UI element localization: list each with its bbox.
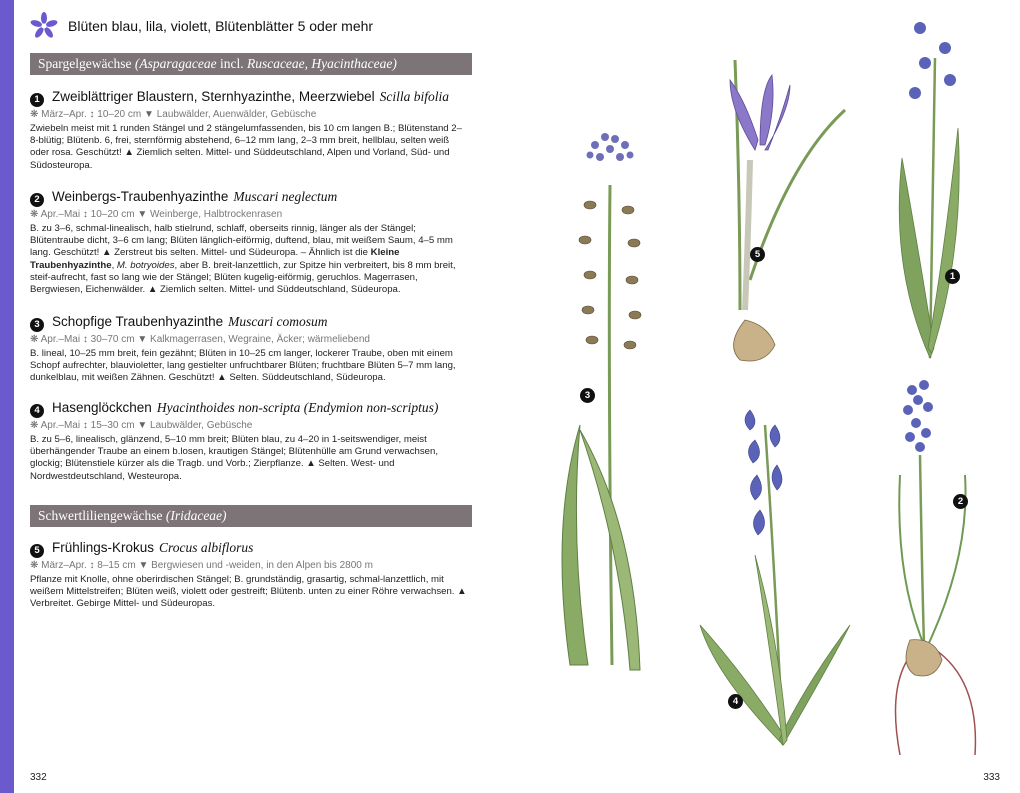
habitat: Bergwiesen und -weiden, in den Alpen bis 2800 m bbox=[148, 560, 373, 571]
habitat-icon: ▼ bbox=[138, 560, 149, 571]
section-header bbox=[30, 12, 373, 40]
flowering-time: März–Apr. bbox=[38, 109, 90, 120]
entry-meta bbox=[30, 109, 470, 120]
species-entry-muscari-neglectum bbox=[30, 189, 470, 296]
family-band-iridaceae: Schwertliliengewächse (Iridaceae) bbox=[30, 505, 472, 527]
species-entry-scilla-bifolia bbox=[30, 89, 470, 172]
height-icon: ↕ bbox=[82, 334, 88, 345]
crocus-albiflorus-illustration bbox=[710, 40, 860, 365]
plant-height: 8–15 cm bbox=[94, 560, 139, 571]
habitat-icon: ▼ bbox=[137, 420, 148, 431]
plant-label-2: 2 bbox=[953, 494, 968, 509]
scilla-bifolia-illustration bbox=[890, 18, 990, 363]
entry-description: Zwiebeln meist mit 1 runden Stängel und 2 stängelumfassenden, bis 10 cm langen B.; Blütenstand 2–8-blütig; Blütenb. 6, frei, sternförmig abstehend, 6–12 mm lang, 2–3 mm breit, hellblau, selten weiß oder rosa. Geschützt! ▲ Ziemlich selten. Mittel- und Süddeutschland, Alpen und Vorland, Süd- und Südosteuropa. bbox=[30, 123, 462, 171]
entry-title bbox=[30, 189, 470, 206]
right-page bbox=[510, 0, 1020, 793]
flowering-time-icon: ❋ bbox=[30, 109, 39, 120]
entry-description: B. zu 5–6, linealisch, glänzend, 5–10 mm breit; Blüten blau, zu 4–20 in 1-seitswendiger, meist überhängender Traube an einem b.losen, krautigen Stängel; Blütenhülle am Grund verwachsen, glockig; Blütenstiele kürzer als die Tragb. und Vorb.; Zierpflanze. ▲ Selten. West- und Nordwestdeutschland, Westeuropa. bbox=[30, 434, 438, 482]
entry-description: B. zu 3–6, schmal-linealisch, halb stielrund, schlaff, oberseits rinnig, länger als der Stängel; Blütentraube dicht, 3–6 cm lang; Blüten länglich-eiförmig, duftend, blau, mit weißem Saum, 4–5 mm lang. Geschützt! ▲ Zerstreut bis selten. Mittel- und Südeuropa. – Ähnlich ist die Kleine Traubenhyazinthe, M. botryoides, aber B. breit-lanzettlich, zur Spitze hin verbreitert, bis 8 mm breit, steif-aufrecht, fast so lang wie der Stängel; Blüten kugelig-eiförmig, geruchlos. Magerrasen, Bergwiesen, Eichenwälder. ▲ Ziemlich selten. Mittel- und Süddeutschland, Südeuropa. bbox=[30, 223, 456, 296]
entry-number-badge: 1 bbox=[30, 93, 44, 107]
family-band-asparagaceae: Spargelgewächse (Asparagaceae incl. Ruscaceae, Hyacinthaceae) bbox=[30, 53, 472, 75]
latin-name: Scilla bifolia bbox=[379, 89, 450, 104]
habitat-icon: ▼ bbox=[144, 109, 154, 120]
plant-label-4: 4 bbox=[728, 694, 743, 709]
latin-name: Muscari neglectum bbox=[233, 189, 338, 204]
height-icon: ↕ bbox=[89, 560, 95, 571]
flowering-time: Apr.–Mai bbox=[38, 334, 83, 345]
common-name: Zweiblättriger Blaustern, Sternhyazinthe, Meerzwiebel bbox=[52, 89, 375, 104]
entry-number-badge: 4 bbox=[30, 404, 44, 418]
entry-title bbox=[30, 540, 470, 557]
hyacinthoides-illustration bbox=[695, 395, 855, 755]
plant-label-5: 5 bbox=[750, 247, 765, 262]
habitat: Laubwälder, Gebüsche bbox=[147, 420, 253, 431]
similar-species-name: Kleine Traubenhyazinthe bbox=[30, 247, 400, 271]
muscari-neglectum-illustration bbox=[880, 375, 990, 755]
flowering-time: Apr.–Mai bbox=[38, 420, 83, 431]
plant-height: 10–20 cm bbox=[87, 209, 138, 220]
entry-meta bbox=[30, 209, 470, 220]
section-title: Blüten blau, lila, violett, Blütenblätter 5 oder mehr bbox=[68, 18, 374, 34]
entry-title bbox=[30, 89, 470, 106]
latin-name: Muscari comosum bbox=[228, 314, 328, 329]
habitat: Weinberge, Halbtrockenrasen bbox=[147, 209, 283, 220]
common-name: Hasenglöckchen bbox=[52, 400, 152, 415]
height-icon: ↕ bbox=[82, 420, 88, 431]
plant-height: 10–20 cm bbox=[94, 109, 145, 120]
entry-number-badge: 2 bbox=[30, 193, 44, 207]
entry-meta bbox=[30, 560, 470, 571]
height-icon: ↕ bbox=[82, 209, 88, 220]
entry-meta bbox=[30, 420, 470, 431]
similar-species-latin: M. botryoides bbox=[116, 259, 175, 271]
flowering-time-icon: ❋ bbox=[30, 560, 39, 571]
entry-title bbox=[30, 314, 470, 331]
plant-label-1: 1 bbox=[945, 269, 960, 284]
plant-height: 15–30 cm bbox=[87, 420, 138, 431]
entry-title bbox=[30, 400, 470, 417]
species-entry-crocus-albiflorus bbox=[30, 540, 470, 611]
flowering-time: März–Apr. bbox=[38, 560, 90, 571]
habitat-icon: ▼ bbox=[137, 334, 148, 345]
entry-description: Pflanze mit Knolle, ohne oberirdischen Stängel; B. grundständig, grasartig, schmal-lanzettlich, mit weißem Mittelstreifen; Blüten weiß, violett oder gestreift; Blütenb. unten zu einer Röhre verwachsen. ▲ Verbreitet. Gebirge Mittel- und Südeuropas. bbox=[30, 574, 467, 610]
height-icon: ↕ bbox=[89, 109, 95, 120]
common-name: Weinbergs-Traubenhyazinthe bbox=[52, 189, 229, 204]
entry-meta bbox=[30, 334, 470, 345]
flowering-time: Apr.–Mai bbox=[38, 209, 83, 220]
habitat-icon: ▼ bbox=[137, 209, 148, 220]
star-flower-icon bbox=[30, 12, 58, 40]
thumb-index-bar bbox=[0, 0, 14, 793]
habitat: Laubwälder, Auenwälder, Gebüsche bbox=[153, 109, 317, 120]
entry-number-badge: 5 bbox=[30, 544, 44, 558]
entry-description: B. lineal, 10–25 mm breit, fein gezähnt; Blüten in 10–25 cm langer, lockerer Traube, oben mit einem Schopf aufrechter, blauvioletter, lang gestielter unfruchtbarer Blüten; fruchtbare Blüten 5–7 mm lang, dunkelblau, mit weißen Zähnen. Geschützt! ▲ Selten. Süddeutschland, Südeuropa. bbox=[30, 348, 456, 384]
flowering-time-icon: ❋ bbox=[30, 334, 39, 345]
latin-name: Hyacinthoides non-scripta (Endymion non-scriptus) bbox=[156, 400, 439, 415]
species-entry-muscari-comosum bbox=[30, 314, 470, 385]
muscari-comosum-illustration bbox=[540, 125, 680, 680]
page-number-right: 333 bbox=[983, 772, 1000, 783]
common-name: Schopfige Traubenhyazinthe bbox=[52, 314, 224, 329]
plant-height: 30–70 cm bbox=[87, 334, 138, 345]
flowering-time-icon: ❋ bbox=[30, 209, 39, 220]
flowering-time-icon: ❋ bbox=[30, 420, 39, 431]
habitat: Kalkmagerrasen, Wegraine, Äcker; wärmeliebend bbox=[147, 334, 370, 345]
latin-name: Crocus albiflorus bbox=[159, 540, 254, 555]
page-number-left: 332 bbox=[30, 772, 47, 783]
plant-label-3: 3 bbox=[580, 388, 595, 403]
common-name: Frühlings-Krokus bbox=[52, 540, 155, 555]
entry-number-badge: 3 bbox=[30, 318, 44, 332]
species-entry-hyacinthoides bbox=[30, 400, 470, 483]
